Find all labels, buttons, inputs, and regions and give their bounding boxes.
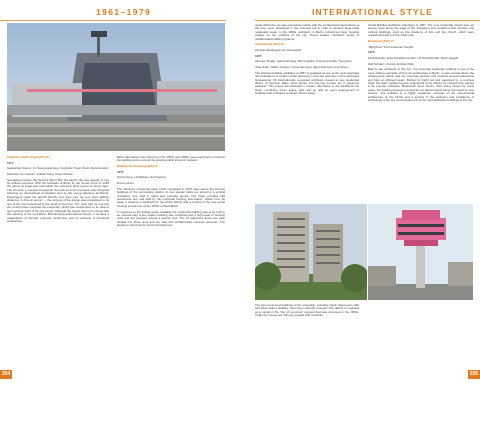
entry-year: 1976 [368, 50, 375, 55]
header-rule-left [0, 20, 226, 21]
column-1 [7, 156, 109, 426]
entry-meta: [321] 34 [38, 156, 50, 159]
entry-subtitle: "Bierpinsel" Turmrestaurant Steglitz [368, 44, 414, 49]
entry-title: Flughafen Berlin-Tegel [7, 156, 39, 159]
page-number-right: 205 [469, 371, 479, 377]
bierpinsel-photo [368, 204, 473, 300]
header-rule-right [255, 20, 480, 21]
column-2 [117, 156, 225, 426]
entry-subtitle: Interbau-Siedlungen am Hansaplatz [255, 48, 302, 53]
entry-architect: Ralf Schüler, Ursulina Schüler-Witte [368, 61, 414, 66]
airport-photo [7, 23, 225, 151]
entry-title: Hansaviertel [255, 42, 273, 47]
column-3 [255, 24, 359, 202]
column-4 [368, 24, 474, 202]
entry-architect: Meinhard von Gerkan, Volkwin Marg, Klaus Nickels [7, 171, 73, 176]
intro-text: Social Building Exhibition (Interbau) of 1957. The new residential district was set among trees along the edge of the Tiergarten and contained both housing and cultural buildings, such as the Academy of Arts and the church, which were realised according to the urban plan. [368, 24, 474, 38]
entry-meta: [330] 15 [146, 164, 158, 169]
entry-body: Built by the architects of the ICC, the tower-like restaurant building is one of the most striking examples of Pop Art architecture in Berlin. It was erected above the underground station and the motorway junction and contains several restaurants and bars on different levels. Painted in bright red and supported by a concrete shaft, the tower quickly became a landmark of the district. Its unusual form earned it the popular nickname "Bierpinsel" (beer brush). After being closed for many years, the building received a temporary art façade before being renovated by new owners. The building is a highly significant example of the experimental architecture of the 1970s and a symbol of the optimism and confidence in technology of the era, and remains one of the most distinctive buildings in the city. [368, 67, 474, 103]
entry-body-2: In response to the limited space available the residential building was to be built in an unusual way: a low podium building was combined with a high tower of housing units that are grouped around a central core. The 15 apartment floors are each divided into three units and are clad with prefabricated concrete elements. The façade is structured by horizontal balconies. [117, 209, 225, 228]
entry-address: Altonaer Straße, Hanseatenweg, Bartningallee, Klopstockstraße, Tiergarten [255, 59, 352, 64]
entry-body: Somewhere before the Second World War the airport site was already in use for airfield purposes. With the blockade of Berlin by the Soviet Union in 1948 the airport at Tegel was built within the extremely short period of ninety days. The terminal, a compact hexagonal ring with an inner courtyard, was designed following an international competition won by the young Hamburg architects. Passengers reach the aircraft directly from their cars via very short walking distances. A drive-in airport — the concept of the design was considered to be one of the most advanced in the world at that time. The main hall, its roof and the control tower complete the ensemble, which was constructed on an area of open ground north of the city centre. Although the airport was to be closed with the opening of the new Berlin Brandenburg International Airport, it remains a masterpiece of German post-war modernism and an example of functional architecture. [7, 177, 109, 223]
entry-year: 1957 [255, 53, 262, 58]
entry-architect: Ernst Lösche [117, 181, 134, 186]
entry-meta: [331] 15 [273, 42, 284, 47]
entry-address: Saatwinkler Damm, U2 Sauerbratenweg, Flughafen Tegel, Berlin-Reinickendorf [7, 166, 109, 171]
entry-title: Bierpinsel [368, 39, 382, 43]
entry-address: Schloßstraße, Ecke Schildhornstraße, U9 Schloßstraße, Berlin-Steglitz [368, 55, 459, 60]
entry-meta: [332] 17 [382, 39, 394, 43]
header-right: INTERNATIONAL STYLE [312, 7, 434, 17]
entry-body: The Interbau building exhibition of 1957 is regarded as one of the most important demonstrations of modern urban planning in post-war Germany. In the destroyed Hansaviertel, 53 internationally renowned architects created a new residential district of high-rise slabs, point blocks and low-rise houses set in generous parkland. The project demonstrated a modern alternative to the traditional city block, combining green space, light and air with an open arrangement of buildings that continues to attract visitors today. [255, 70, 359, 96]
intro-text: under which the city was extensively rebuilt, with the architectural interventions of the time, were developed in the post-war era in order to develop large-scale residential areas. In the 1960s, architects in Berlin constructed huge housing estates on the outskirts of the city. These estates consisted mostly of prefabricated building systems. [255, 24, 359, 41]
page-number-left: 204 [1, 371, 11, 377]
entry-body: The 18-storey residential tower block completed in 1975 rises above the low-rise buildings of the surrounding district. Its two slender slabs are joined by a vertical circulation core clad in glass and coloured panels. The tower provides 220 apartments and was built by the municipal housing association. Visible from far away, it became a landmark for the whole district and a symbol of the new social housing programme of the 1970s in West Berlin. [117, 186, 225, 208]
entry-year: 1975 [117, 169, 124, 174]
entry-year: 1974 [7, 160, 14, 165]
entry-body-2: The best preserved buildings of the ensemble, including Oscar Niemeyer's slab and Alvar Aalto's building, have been carefully restored. The district is regarded as a model of the "city of tomorrow" concept that was promoted in the 1950s. Today the houses are still very popular with residents. [255, 304, 359, 318]
header-left: 1961–1979 [96, 7, 152, 17]
entry-title: Rathaus Schöneberg [117, 164, 146, 169]
column-3-lower [255, 304, 359, 426]
continuation-text: Berlin alternative town planning in the 1970s and 1980s, was employed to construct the building and to extend the existing public transport network. [117, 156, 225, 163]
entry-architect: Alvar Aalto, Walter Gropius, Oscar Niemeyer, Egon Eiermann and others [255, 65, 349, 70]
residential-tower-photo [255, 204, 367, 300]
entry-address: Schöneberg, U4 Rathaus Schöneberg [117, 175, 166, 180]
